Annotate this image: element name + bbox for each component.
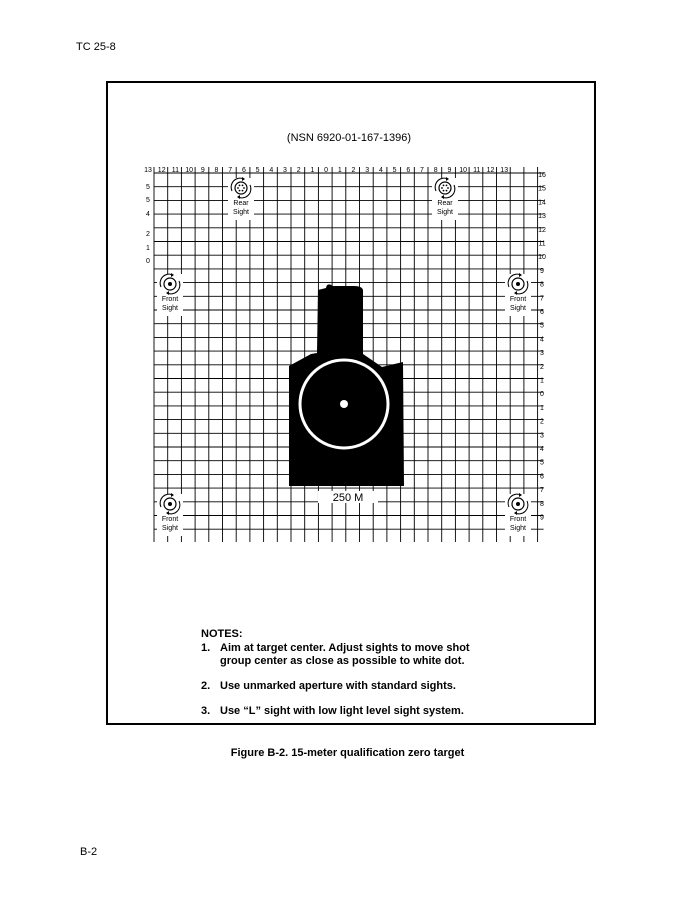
- top-scale-number: 10: [185, 167, 193, 174]
- top-scale-number: 5: [255, 167, 260, 174]
- note-text: Use “L” sight with low light level sight system.: [220, 705, 464, 717]
- top-scale-number: 9: [200, 167, 205, 174]
- note-text: Use unmarked aperture with standard sights.: [220, 680, 456, 692]
- sight-label: Rear: [437, 200, 453, 207]
- left-scale-number: 2: [146, 231, 150, 238]
- rear-sight-icon: [432, 177, 458, 220]
- note-number: 2.: [201, 680, 211, 692]
- zero-target: [144, 127, 554, 542]
- top-scale-number: 6: [406, 167, 411, 174]
- top-scale-number: 4: [378, 167, 383, 174]
- right-scale-number: 4: [540, 336, 544, 344]
- right-scale-number: 7: [540, 487, 544, 495]
- note-number: 3.: [201, 705, 211, 717]
- left-scale-number: 1: [146, 245, 150, 252]
- right-scale-number: 3: [540, 432, 544, 440]
- top-scale-number: 3: [283, 167, 287, 174]
- right-scale-number: 8: [540, 281, 544, 289]
- front-sight-icon: [505, 493, 531, 536]
- sight-label: Front: [509, 516, 527, 523]
- sight-label: Sight: [437, 209, 453, 216]
- top-scale-number: 5: [392, 167, 397, 174]
- note-item: [201, 642, 490, 668]
- right-scale-number: 16: [538, 172, 546, 179]
- left-scale-number: 4: [146, 211, 150, 218]
- right-scale-number: 15: [538, 185, 546, 193]
- right-scale-number: 4: [540, 446, 544, 453]
- front-sight-icon: [157, 493, 183, 536]
- right-scale-number: 13: [538, 213, 546, 221]
- notes-section: [201, 628, 490, 718]
- rear-sight-icon: [228, 177, 254, 220]
- top-scale-number: 1: [337, 167, 342, 174]
- top-scale-number: 2: [296, 167, 301, 174]
- top-scale-number: 1: [310, 167, 315, 174]
- sight-label: Sight: [510, 525, 526, 532]
- top-scale-number: 0: [324, 167, 329, 174]
- top-scale-number: 2: [351, 167, 356, 174]
- sight-label: Sight: [233, 209, 249, 216]
- left-scale-number: 5: [146, 184, 150, 191]
- top-scale-number: 9: [447, 167, 452, 174]
- top-scale-number: 13: [144, 167, 152, 174]
- top-scale-number: 7: [228, 167, 233, 174]
- right-scale-number: 5: [540, 322, 544, 330]
- white-dot: [340, 400, 348, 408]
- right-scale-number: 7: [540, 295, 544, 303]
- note-text: Aim at target center. Adjust sights to move shot group center as close as possible to white dot.: [220, 642, 470, 667]
- note-number: 1.: [201, 642, 211, 654]
- right-scale-number: 10: [538, 254, 546, 262]
- top-scale-number: 13: [500, 167, 509, 174]
- right-scale-number: 2: [540, 418, 544, 426]
- page-number: B-2: [80, 846, 98, 858]
- nsn-number: (NSN 6920-01-167-1396): [286, 132, 412, 144]
- right-scale-number: 5: [540, 459, 544, 467]
- right-scale-number: 3: [540, 350, 544, 358]
- top-scale-number: 12: [157, 167, 166, 174]
- right-scale-number: 12: [538, 226, 546, 234]
- distance-label: 250 M: [332, 492, 364, 504]
- right-scale-number: 1: [540, 377, 544, 385]
- document-id-header: TC 25-8: [76, 41, 116, 53]
- sight-label: Sight: [162, 525, 178, 532]
- front-sight-icon: [505, 273, 531, 316]
- sight-label: Sight: [510, 305, 526, 312]
- sight-label: Front: [161, 296, 179, 303]
- left-scale: [146, 184, 150, 265]
- right-scale-number: 9: [540, 514, 544, 522]
- top-scale-number: 6: [241, 167, 246, 174]
- front-sight-icon: [157, 273, 183, 316]
- sight-label: Front: [161, 516, 179, 523]
- sight-label: Sight: [162, 305, 178, 312]
- top-scale-number: 8: [214, 167, 219, 174]
- left-scale-number: 0: [146, 258, 150, 265]
- top-scale-number: 11: [473, 167, 481, 174]
- right-scale-number: 2: [540, 363, 544, 371]
- note-item: [201, 705, 490, 718]
- right-scale-number: 8: [540, 500, 544, 508]
- top-scale-number: 3: [365, 167, 370, 174]
- right-scale-number: 14: [538, 199, 546, 207]
- top-scale-number: 4: [269, 167, 274, 174]
- notes-title: NOTES:: [201, 628, 243, 640]
- note-item: [201, 680, 490, 693]
- top-scale-number: 10: [459, 167, 467, 174]
- top-scale-number: 12: [486, 167, 495, 174]
- right-scale-number: 0: [540, 391, 544, 399]
- top-scale-number: 8: [433, 167, 438, 174]
- figure-caption: Figure B-2. 15-meter qualification zero target: [230, 747, 465, 759]
- top-scale-number: 11: [171, 167, 180, 174]
- right-scale-number: 9: [540, 267, 544, 275]
- right-scale-number: 6: [540, 473, 544, 481]
- right-scale-number: 11: [538, 240, 546, 248]
- top-scale-number: 7: [420, 167, 424, 174]
- right-scale-number: 6: [540, 309, 544, 316]
- sight-label: Front: [509, 296, 527, 303]
- sight-label: Rear: [233, 200, 249, 207]
- right-scale: [538, 172, 546, 522]
- right-scale-number: 1: [540, 404, 544, 412]
- left-scale-number: 5: [146, 197, 150, 204]
